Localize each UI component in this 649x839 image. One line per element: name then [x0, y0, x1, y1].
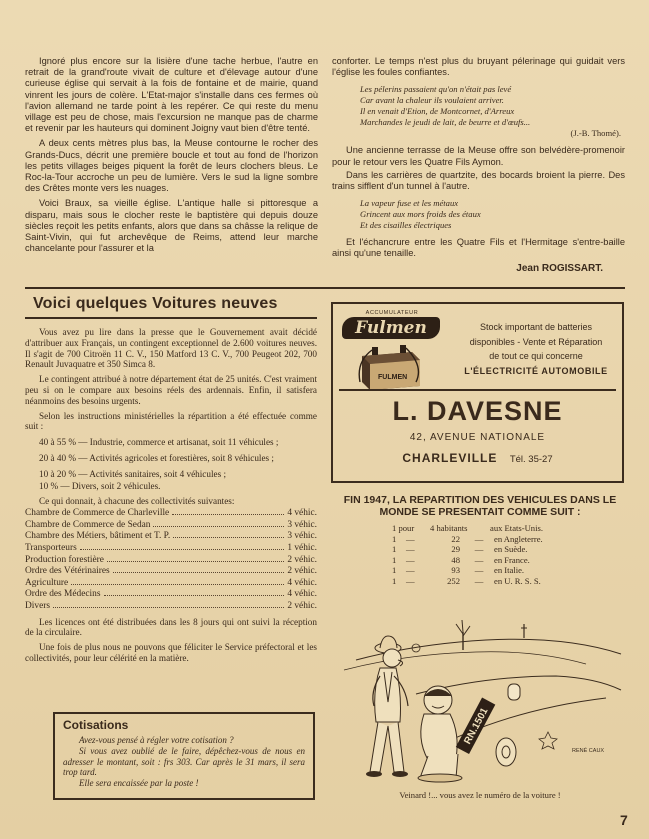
paragraph: Selon les instructions ministérielles la répartition a été effectuée comme suit :	[25, 410, 317, 432]
section-divider	[25, 287, 625, 289]
cartoon-caption: Veinard !... vous avez le numéro de la voiture !	[399, 790, 561, 800]
dot-leader	[113, 572, 285, 573]
stats-cell: en Italie.	[494, 565, 525, 576]
stats-cell: aux Etats-Unis.	[490, 523, 543, 533]
poem	[360, 198, 625, 231]
article	[25, 295, 317, 664]
split-item: 10 % — Divers, soit 2 véhicules.	[39, 480, 161, 491]
allocation-row	[25, 566, 317, 578]
title-underline	[25, 317, 317, 319]
stats-table	[392, 523, 624, 587]
allocation-value: 2 véhic.	[287, 566, 317, 577]
poem	[360, 84, 625, 138]
allocation-row	[25, 508, 317, 520]
stats-cell: en U. R. S. S.	[494, 575, 541, 586]
paragraph: Ignoré plus encore sur la lisière d'une tache herbue, l'autre en retrait de la grand'route vivait de culture et d'élevage autour d'une curieuse église qui servait à la fois de fontaine et de mairie, quand vinrent les jours de colère. L'Etat-major s'installe dans ces fermes où l'avion allemand ne tarde point à les repérer. Ce qui reste du menu village est peu de chose, mais l'excursion ne manque pas de charme et revenir par les hauteurs qui dominent Joigny vaut bien d'être tenté.	[25, 56, 318, 134]
battery-label: FULMEN	[378, 374, 408, 381]
stats-cell: 93	[451, 565, 460, 576]
allocation-list	[25, 508, 317, 612]
paragraph: Vous avez pu lire dans la presse que le Gouvernement avait décidé d'attribuer aux Français, un contingent exceptionnel de 2.600 voitures neuves. Il s'agit de 700 Citroën 11 C. V., 150 Matford 13 C. V., 700 Peugeot 202, 700 Renault Juvaquatre et 350 Simca 8.	[25, 327, 317, 370]
stats-cell: 1	[392, 565, 397, 576]
paragraph: Le contingent attribué à notre département état de 25 unités. C'est vraiment peu si on le compare aux besoins réels des ardennais. Enfin, il satisfera néanmoins des besoins urgents.	[25, 374, 317, 406]
stats-cell: 48	[451, 554, 460, 565]
stats-cell: —	[406, 544, 415, 555]
poem-line: Les pélerins passaient qu'on n'était pas levé	[360, 84, 512, 95]
allocation-value: 4 véhic.	[287, 577, 317, 588]
cotisations-title: Cotisations	[63, 718, 129, 732]
allocation-row	[25, 543, 317, 555]
cartoon-illustration	[336, 602, 624, 792]
dot-leader	[80, 549, 285, 550]
allocation-row	[25, 520, 317, 532]
stats-cell: —	[474, 554, 484, 565]
cartoon	[336, 602, 624, 808]
allocation-label: Ordre des Vétérinaires	[25, 566, 110, 577]
dot-leader	[107, 561, 284, 562]
ad-line: disponibles - Vente et Réparation	[469, 336, 603, 347]
stats-cell: —	[474, 544, 484, 555]
advertisement	[331, 302, 624, 483]
stats-header-row	[392, 523, 624, 534]
top-left-column	[25, 56, 318, 254]
allocation-row	[25, 589, 317, 601]
allocation-value: 4 véhic.	[287, 508, 317, 519]
dot-leader	[172, 514, 284, 515]
cotisations-line: Avez-vous pensé à régler votre cotisation ?	[79, 735, 234, 745]
allocation-value: 3 véhic.	[287, 519, 317, 530]
company-address: 42, AVENUE NATIONALE	[409, 432, 546, 443]
dot-leader	[104, 595, 285, 596]
logo-wordmark: Fulmen	[342, 317, 440, 339]
paragraph: Les licences ont été distribuées dans les 8 jours qui ont suivi la réception de la circulaire.	[25, 616, 317, 638]
allocation-intro: Ce qui donnait, à chacune des collectivités suivantes:	[39, 496, 235, 507]
stats-cell: —	[406, 565, 415, 576]
poem-line: Il en venait d'Etion, de Montcornet, d'Arreux	[360, 106, 515, 117]
paragraph: Et l'échancrure entre les Quatre Fils et l'Hermitage s'entre-baille ainsi qu'une tenaille.	[332, 237, 625, 259]
company-tel: Tél. 35-27	[509, 454, 553, 465]
cotisations-box	[53, 712, 315, 800]
stats-row	[392, 534, 624, 545]
stats-cell: 22	[451, 533, 460, 544]
dot-leader	[71, 584, 284, 585]
stats-cell: en France.	[494, 554, 530, 565]
company-city-line	[333, 449, 622, 467]
allocation-value: 2 véhic.	[287, 554, 317, 565]
split-item: 40 à 55 % — Industrie, commerce et artisanat, soit 11 véhicules ;	[39, 437, 279, 448]
logo-caption: ACCUMULATEUR	[365, 310, 419, 316]
ad-text	[451, 320, 621, 378]
paragraph: conforter. Le temps n'est plus du bruyant pélerinage qui guidait vers l'église les foules confiantes.	[332, 56, 625, 78]
dot-leader	[53, 607, 284, 608]
stats-cell: 1 pour	[392, 523, 415, 533]
allocation-row	[25, 555, 317, 567]
stats-cell: 1	[392, 575, 397, 586]
paragraph: Une fois de plus nous ne pouvons que féliciter le Service préfectoral et les collectivités, pour leur célérité en la matière.	[25, 642, 317, 663]
allocation-row	[25, 578, 317, 590]
stats-cell: en Angleterre.	[494, 533, 543, 544]
allocation-label: Chambre de Commerce de Sedan	[25, 519, 151, 530]
article-title: Voici quelques Voitures neuves	[33, 295, 278, 312]
stats-row	[392, 544, 624, 555]
allocation-label: Ordre des Médecins	[25, 589, 101, 600]
poem-line: Et des cisailles électriques	[360, 220, 452, 231]
stats-cell: —	[474, 565, 484, 576]
allocation-label: Production forestière	[25, 554, 104, 565]
fulmen-logo	[340, 310, 450, 392]
poem-line: La vapeur fuse et les métaux	[360, 198, 459, 209]
allocation-value: 1 véhic.	[287, 542, 317, 553]
paragraph: Une ancienne terrasse de la Meuse offre son belvédère-promenoir pour le retour vers les Quatre Fils Aymon.	[332, 145, 625, 167]
cotisations-line: Elle sera encaissée par la poste !	[79, 778, 199, 789]
poem-line: Grincent aux mors froids des étaux	[360, 209, 481, 220]
paragraph: Dans les carrières de quartzite, des bocards broient la pierre. Des trains sifflent d'un tunnel à l'autre.	[332, 169, 625, 192]
allocation-value: 4 véhic.	[287, 589, 317, 600]
stats-cell: 1	[392, 554, 397, 565]
signature: Jean ROGISSART.	[516, 262, 603, 274]
company-name: L. DAVESNE	[392, 396, 563, 426]
poem-line: Marchandes le jeudi de lait, de beurre et d'œufs...	[360, 117, 531, 128]
ad-line: de tout ce qui concerne	[489, 351, 583, 361]
stats-cell: —	[406, 575, 415, 586]
stats-cell: 252	[447, 575, 460, 586]
allocation-value: 3 véhic.	[287, 531, 317, 542]
allocation-row	[25, 531, 317, 543]
stats-row	[392, 565, 624, 576]
split-item: 10 à 20 % — Activités sanitaires, soit 4 véhicules ;	[39, 468, 227, 479]
artist-signature: RENÉ CAUX	[572, 748, 605, 754]
stats-cell: en Suède.	[494, 544, 528, 555]
allocation-label: Agriculture	[25, 577, 69, 588]
stats-cell: —	[474, 575, 484, 586]
stats-cell: —	[406, 554, 415, 565]
vehicle-stats	[336, 494, 624, 587]
stats-cell: —	[474, 533, 484, 544]
company-city: CHARLEVILLE	[402, 451, 498, 465]
stats-cell: 1	[392, 544, 397, 555]
allocation-value: 2 véhic.	[287, 600, 317, 611]
stats-rows	[392, 534, 624, 587]
stats-cell: 29	[451, 544, 460, 555]
allocation-label: Chambre de Commerce de Charleville	[25, 508, 170, 519]
license-plate: RN.1501	[462, 706, 491, 747]
allocation-label: Chambre des Métiers, bâtiment et T. P.	[25, 531, 171, 542]
stats-cell: 1	[392, 533, 397, 544]
ad-divider	[339, 389, 616, 391]
paragraph: A deux cents mètres plus bas, la Meuse contourne le rocher des Grands-Ducs, décrit une première boucle et tout au fond de l'horizon les petits villages beiges piquent la forêt de leurs clochers bleus. Le Roc-la-Tour accroche un peu de lumière. Vers le sud la ligne sombre des Crêtes monte vers les nuages.	[25, 138, 318, 194]
stats-cell: 4 habitants	[430, 523, 468, 533]
stats-row	[392, 576, 624, 587]
stats-cell: —	[406, 533, 415, 544]
allocation-label: Transporteurs	[25, 542, 77, 553]
dot-leader	[153, 526, 284, 527]
poem-attribution: (J.-B. Thomé).	[570, 128, 621, 139]
poem-line: Car avant la chaleur ils voulaient arriver.	[360, 95, 504, 106]
paragraph: Voici Braux, sa vieille église. L'antique halle si pittoresque a disparu, mais sous le clocher reste le baptistère qui depuis douze siècles reçoit les petits enfants, alors que dans sa châsse la relique de Saint-Vivin, qui fut archevêque de Reims, attend leur marche chancelante pour l'assurer et la	[25, 198, 318, 254]
top-right-column	[332, 56, 625, 274]
split-item: 20 à 40 % — Activités agricoles et forestières, soit 8 véhicules ;	[39, 452, 274, 463]
allocation-row	[25, 601, 317, 613]
allocation-label: Divers	[25, 600, 50, 611]
battery-icon	[356, 342, 426, 392]
ad-line: Stock important de batteries	[479, 322, 593, 332]
stats-row	[392, 555, 624, 566]
stats-title: FIN 1947, LA REPARTITION DES VEHICULES DANS LE MONDE SE PRESENTAIT COMME SUIT :	[343, 494, 617, 518]
dot-leader	[173, 537, 284, 538]
page-number: 7	[620, 812, 628, 828]
ad-headline: L'ÉLECTRICITÉ AUTOMOBILE	[464, 365, 608, 376]
cotisations-line: Si vous avez oublié de le faire, dépêchez-vous de nous en adresser le montant, soit : frs 303. Car après le 31 mars, il sera trop tard.	[63, 745, 305, 778]
